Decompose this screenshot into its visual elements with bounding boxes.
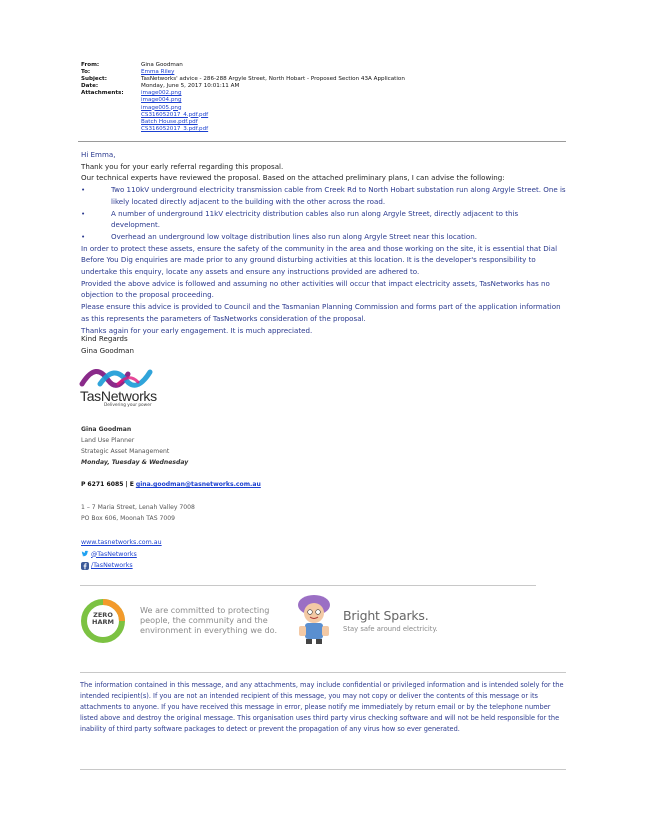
paragraph: In order to protect these assets, ensure the safety of the community in the area and those working on the site, it is essential that Dial Before You Dig enquiries are made prior to any ground disturbing activities at this location. It is the developer's responsibility to undertake this enquiry, locate any assets and ensure any instructions provided are adhered to.: [81, 243, 558, 277]
bullet-marker: •: [81, 185, 86, 195]
twitter-link[interactable]: @TasNetworks: [91, 550, 137, 558]
closing: [81, 333, 134, 356]
signature-days: Monday, Tuesday & Wednesday: [81, 459, 189, 467]
phone-label: P: [81, 481, 86, 488]
signature-name: Gina Goodman: [81, 426, 132, 433]
regards-text: Kind Regards: [81, 334, 128, 343]
subject-label: Subject:: [81, 76, 107, 83]
twitter-icon[interactable]: [81, 550, 89, 558]
list-item-text: Two 110kV underground electricity transmission cable from Creek Rd to North Hobart substation run along Argyle Street. One is likely located directly adjacent to the building with the other across the road.: [111, 185, 566, 206]
phone-number: 6271 6085: [87, 481, 124, 488]
contact-line: [81, 481, 261, 488]
email-body: [81, 149, 567, 336]
attachment-link[interactable]: image005.png: [141, 104, 182, 111]
greeting: Hi Emma,: [81, 150, 116, 159]
bullet-marker: •: [81, 231, 86, 241]
list-item-text: A number of underground 11kV electricity distribution cables also run along Argyle Street, directly adjacent to this development.: [111, 208, 519, 230]
facebook-row: [81, 560, 162, 572]
twitter-row: [81, 549, 162, 561]
attachments-list: [141, 90, 561, 133]
date-label: Date:: [81, 83, 99, 90]
website-link[interactable]: www.tasnetworks.com.au: [81, 539, 162, 546]
signature-department: Strategic Asset Management: [81, 448, 170, 456]
paragraph: Thank you for your early referral regarding this proposal.: [81, 161, 284, 171]
logo-tagline: Delivering your power: [104, 403, 152, 408]
address-block: [81, 503, 195, 524]
email-link[interactable]: gina.goodman@tasnetworks.com.au: [135, 481, 261, 488]
banner-top-divider: [80, 585, 536, 586]
harm-text: HARM: [92, 618, 114, 626]
paragraph: Provided the above advice is followed and assuming no other activities will occur that impact electricity assets, TasNetworks has no objection to the proposal proceeding.: [81, 278, 550, 300]
list-item-text: Overhead an underground low voltage distribution lines also run along Argyle Street near this location.: [111, 231, 477, 241]
bullet-marker: •: [81, 208, 86, 218]
bright-sparks-subtitle: Stay safe around electricity.: [343, 625, 438, 633]
commitment-text: We are committed to protecting people, the community and the environment in everything we do.: [140, 605, 278, 635]
facebook-link[interactable]: /TasNetworks: [91, 562, 133, 569]
email-header: [81, 62, 561, 133]
from-value: Gina Goodman: [141, 62, 183, 68]
attachment-link[interactable]: image004.png: [141, 97, 182, 104]
facebook-icon[interactable]: [81, 562, 89, 570]
from-label: From:: [81, 62, 100, 68]
bright-sparks-title: Bright Sparks.: [343, 608, 429, 623]
subject-value: TasNetworks' advice - 286-288 Argyle Street, North Hobart - Proposed Section 43A Application: [141, 76, 405, 83]
attachments-label: Attachments:: [81, 90, 124, 97]
list-item: [81, 184, 567, 207]
header-divider: [78, 141, 566, 142]
footer-divider: [80, 769, 566, 770]
list-item: [81, 208, 567, 231]
date-value: Monday, June 5, 2017 10:01:11 AM: [141, 83, 240, 90]
disclaimer: The information contained in this message, and any attachments, may include confidential or privileged information and is intended solely for the intended recipient(s). If you are not an intended recipient of this message, you may not copy or deliver the contents of this message or its attachments to anyone. If you have received this message in error, please notify me immediately by return email or by the telephone number listed above and destroy the original message. This organisation uses third party virus checking software and will not be held responsible for the inability of third party software packages to detect or prevent the propagation of any virus how so ever generated.: [80, 681, 564, 733]
logo-wordmark: TasNetworks: [80, 388, 157, 404]
closing-name: Gina Goodman: [81, 345, 134, 355]
email-label: | E: [125, 481, 134, 488]
zero-text: ZERO: [93, 611, 113, 619]
address-line-2: PO Box 606, Moonah TAS 7009: [81, 514, 176, 522]
address-line-1: 1 – 7 Maria Street, Lenah Valley 7008: [81, 504, 195, 511]
paragraph: Please ensure this advice is provided to Council and the Tasmanian Planning Commission and forms part of the application information as this represents the parameters of TasNetworks consideration of the proposal.: [81, 302, 561, 323]
to-link[interactable]: Emma Riley: [141, 69, 175, 76]
paragraph: Our technical experts have reviewed the proposal. Based on the attached preliminary plans, I can advise the following:: [81, 173, 505, 183]
list-item: [81, 231, 567, 243]
zero-harm-label: [85, 612, 121, 626]
banner-bottom-divider: [80, 672, 566, 673]
signature-title: Land Use Planner: [81, 437, 135, 445]
paragraph: Thanks again for your early engagement. It is much appreciated.: [81, 325, 313, 335]
to-label: To:: [81, 69, 91, 76]
attachment-link[interactable]: CS316052017_4.pdf.pdf: [141, 111, 209, 118]
web-links: [81, 537, 162, 572]
attachment-link[interactable]: Batch House.pdf.pdf: [141, 118, 198, 125]
attachment-link[interactable]: CS316052017_3.pdf.pdf: [141, 125, 209, 132]
attachment-link[interactable]: image002.png: [141, 90, 182, 97]
bright-sparks-mascot-icon: [291, 593, 337, 645]
signature-block: [81, 424, 188, 468]
